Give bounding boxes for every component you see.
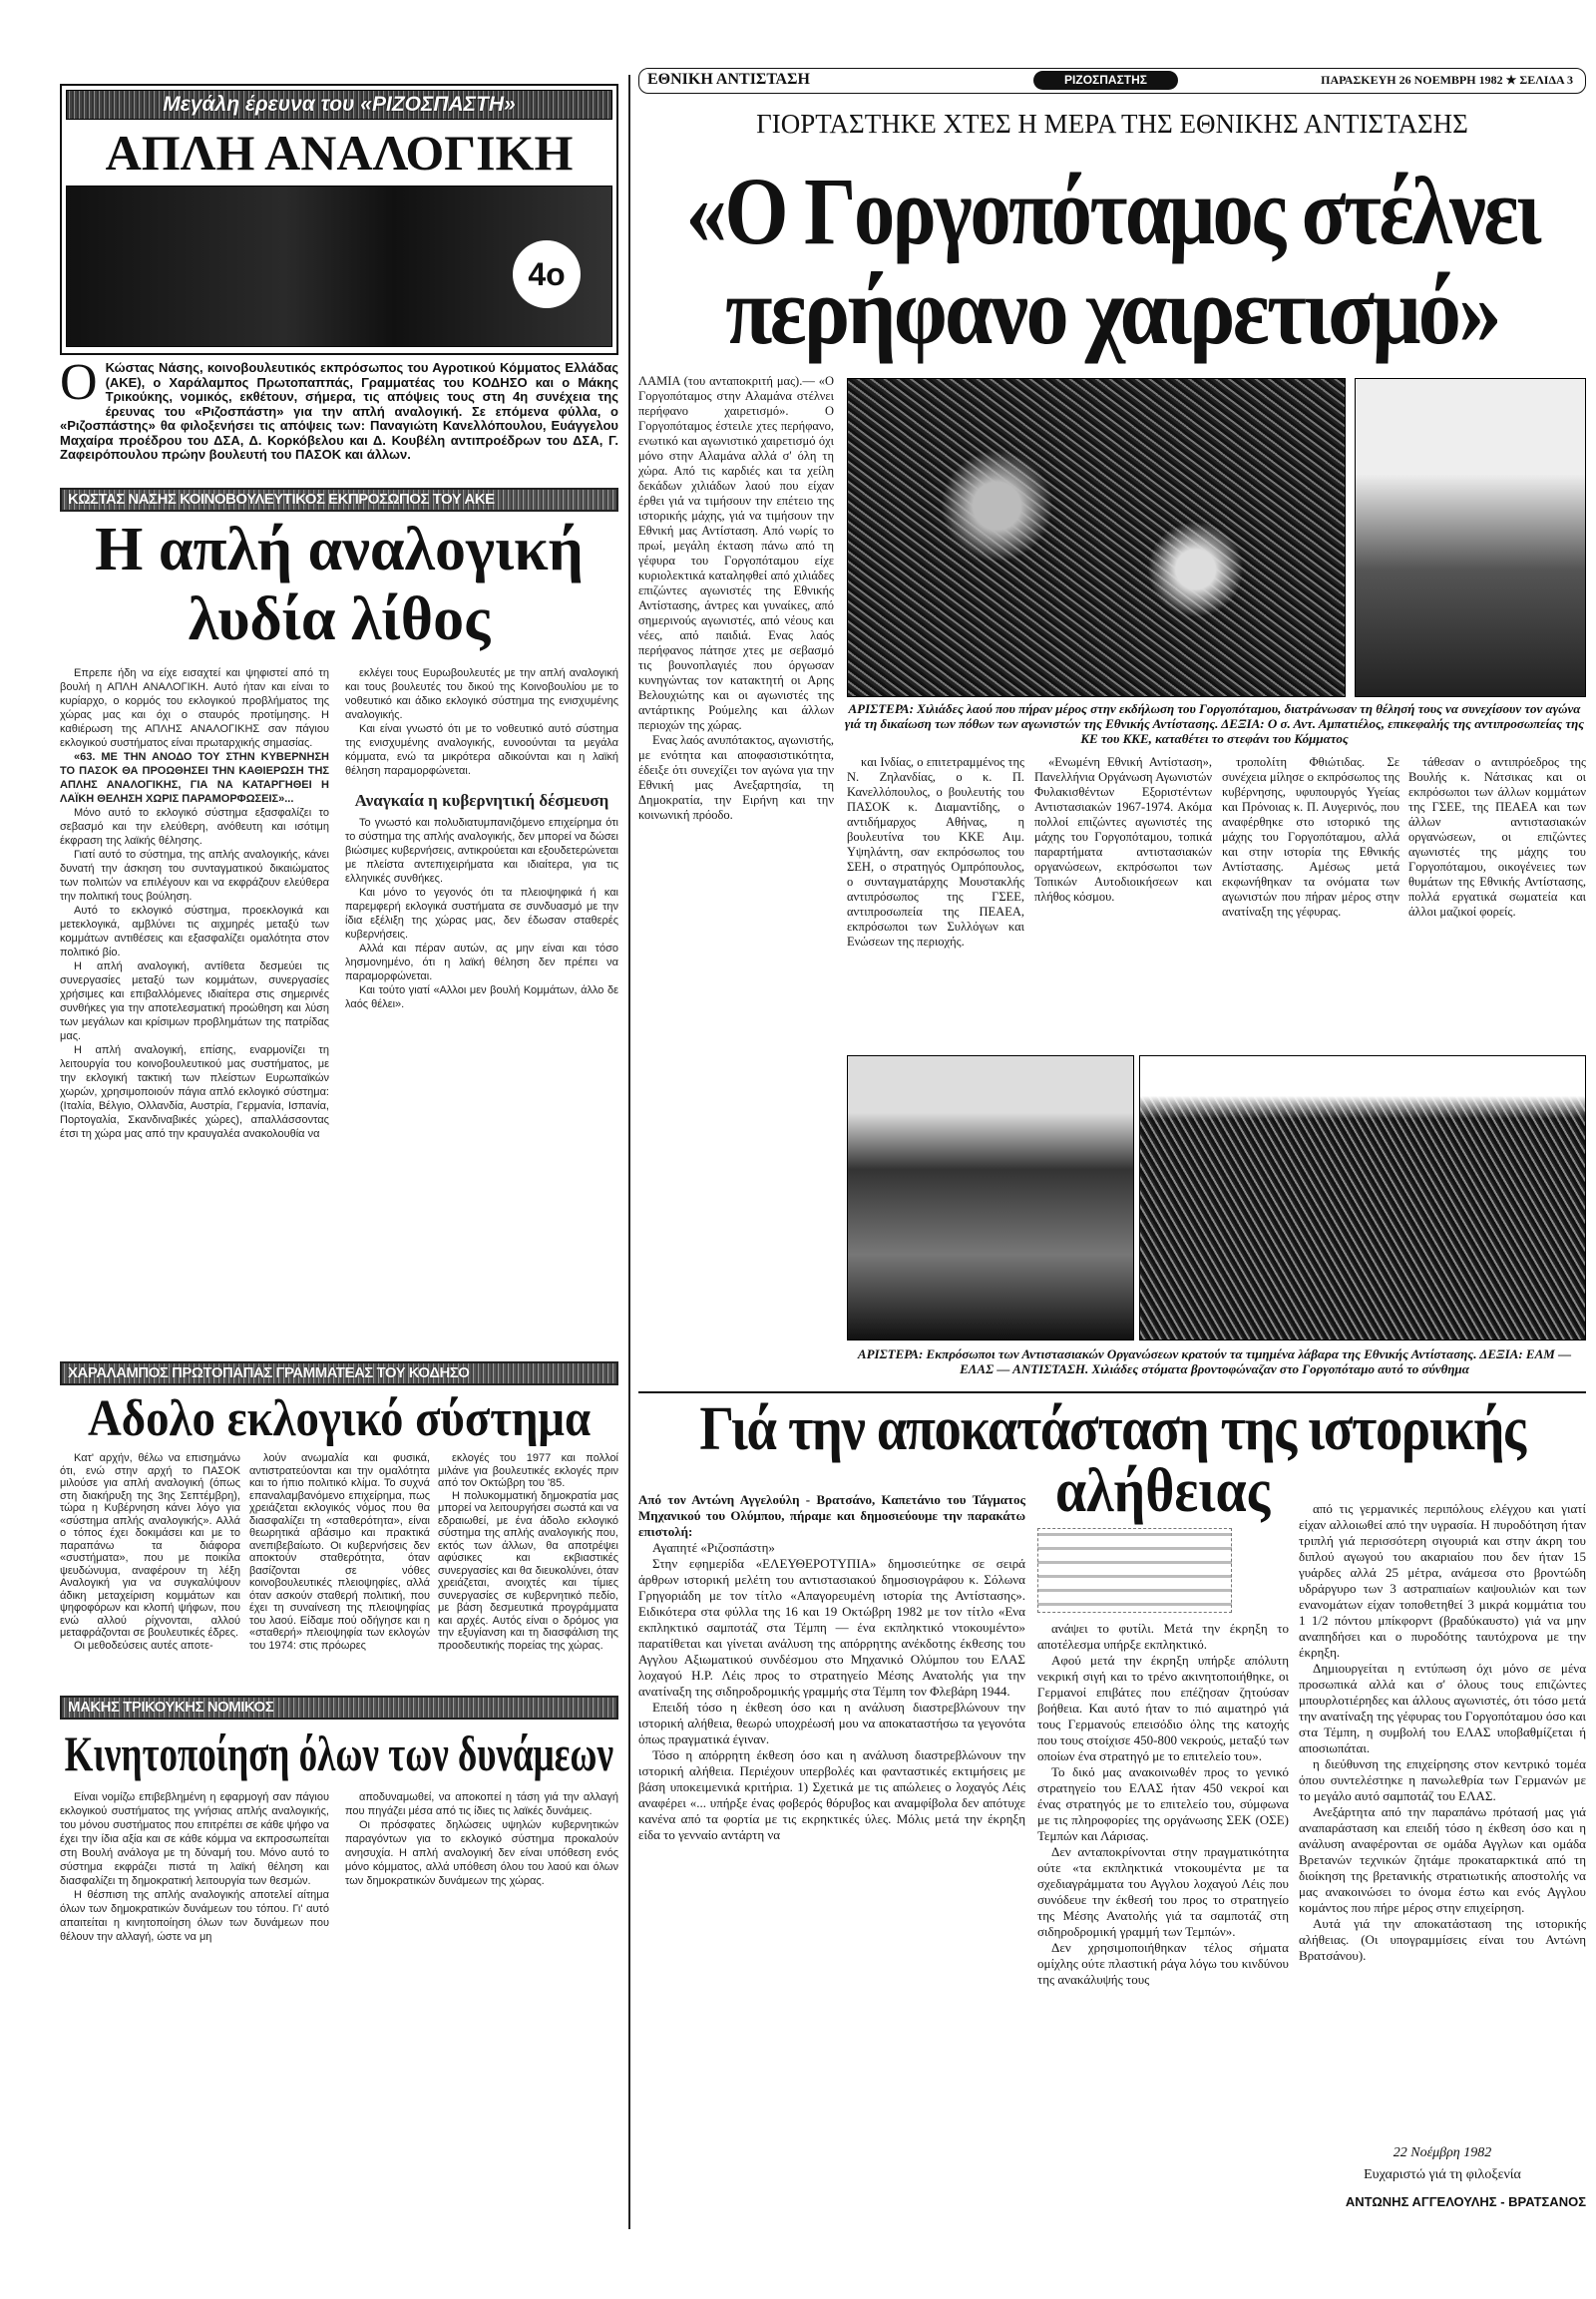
part-badge [513,240,581,308]
photo-caption-2: ΑΡΙΣΤΕΡΑ: Εκπρόσωποι των Αντιστασιακών Οργανώσεων κρατούν τα τιμημένα λάβαρα της Εθνικής Αντίστασης. ΔΕΞΙΑ: ΕΑΜ — ΕΛΑΣ — ΑΝΤΙΣΤΑΣΗ. Χιλιάδες στόματα βροντοφώναζαν στο Γοργοπόταμο αυτό το σύνθημα [857,1346,1572,1376]
survey-box [60,84,618,355]
masthead-pill: ΡΙΖΟΣΠΑΣΤΗΣ [1033,71,1178,90]
survey-intro-text: Κώστας Νάσης, κοινοβουλευτικός εκπρόσωπος του Αγροτικού Κόμματος Ελλάδας (ΑΚΕ), ο Χαράλαμπος Πρωτοπαππάς, Γραμματέας του ΚΟΔΗΣΟ και ο Μάκης Τρικούκης, νομικός, εκθέτουν, σήμερα, τις απόψεις τους στη 4η συνέχεια της έρευνας του «Ριζοσπάστη» για την απλή αναλογική. Σε επόμενα φύλλα, ο «Ριζοσπάστης» θα φιλοξενήσει τις απόψεις των: Παναγιώτη Κανελλόπουλου, Ευάγγελου Μαχαίρα προέδρου του ΔΣΑ, Δ. Κορκόβελου και Δ. Κουβέλη αντιπροέδρων του ΔΣΑ, Γ. Ζαφειρόπουλου πρώην βουλευτή του ΠΑΣΟΚ και άλλων. [60,360,618,462]
paragraph: Επειδή τόσο η έκθεση όσο και η ανάλυση διαστρεβλώνουν την ιστορική αλήθεια, θεωρώ υποχρέωσή μου να αποκαταστήσω τα γεγονότα όπως πραγματικά έγιναν. [638,1700,1025,1746]
letter-date: 22 Νοέμβρη 1982 [1393,2145,1492,2160]
paragraph: Αλλά και πέραν αυτών, ας μην είναι και τόσο λησμονημένο, ότι η λαϊκή θέληση δεν πρέπει να παραμορφώνεται. [345,943,618,982]
paragraph: εκλογές του 1977 και πολλοί μιλάνε για βουλευτικές εκλογές πριν από τον Οκτώβρη του '85. [438,1452,618,1489]
article1-headline-1 [60,515,618,584]
main-headline-2-text: περήφανο χαιρετισμό» [725,257,1499,364]
paragraph: Στην εφημερίδα «ΕΛΕΥΘΕΡΟΤΥΠΙΑ» δημοσιεύτηκε σε σειρά άρθρων ιστορική μελέτη του αντιστασιακού δημοσιογράφου κ. Σόλωνα Γρηγοριάδη με τον τίτλο «Απαγορευμένη ιστορία της Αντίστασης». Ειδικότερα στα φύλλα της 16 και 19 Οκτώβρη 1982 με τον τίτλο «Ενα εκπληκτικό σαμποτάζ στα Τέμπη — ένα εκπληκτικό ντοκουμέντο» παρατίθεται και γίνεται ανάλυση της απόρρητης ανέκδοτης έκθεσης του Αγγλου Αξιωματικού συνδέσμου στο Μηχανικό Ολύμπου του ΕΛΑΣ λοχαγού Η.Ρ. Λέις προς το στρατηγείο Μέσης Ανατολής για την ανατίναξη της σιδηροδρομικής γραμμής στα Τέμπη τον Φλεβάρη 1944. [638,1556,1025,1699]
paragraph: Οι πρόσφατες δηλώσεις υψηλών κυβερνητικών παραγόντων για το εκλογικό σύστημα προκαλούν ανησυχία. Η απλή αναλογική δεν είναι υπόθεση ενός μόνο κόμματος, αλλά υπόθεση όλου του λαού και όλων των δημοκρατικών δυνάμεων της χώρας. [345,1819,618,1887]
paragraph: Γιατί αυτό το σύστημα, της απλής αναλογικής, κάνει δυνατή την άσκηση του συνταγματικού δικαιώματος των πολιτών να επιλέγουν και να εκφράζουν ελεύθερα την πολιτική τους βούληση. [60,849,329,903]
article1-headline-2-text: λυδία λίθος [188,585,491,653]
photo-crowd-slogan [1139,1055,1586,1341]
article3-column-2 [345,1790,618,2219]
main-kicker [638,108,1586,140]
paragraph: Η πολυκομματική δημοκρατία μας μπορεί να λειτουργήσει σωστά και να εδραιωθεί, με ένα άδολο εκλογικό σύστημα της απλής αναλογικής που, εκτός των άλλων, θα αποτρέψει αφύσικες και εκβιαστικές συνεργασίες και θα διευκολύνει, όταν χρειάζεται, ανοιχτές και τίμιες συνεργασίες σε κυβερνητικό πεδίο, με βάση δεσμευτικά προγράμματα και αρχές. Αυτός είναι ο δρόμος για την εξυγίανση και τη διασφάλιση της προοδευτικής πορείας της χώρας. [438,1489,618,1652]
letter-intro: Από τον Αντώνη Αγγελούλη - Βρατσάνο, Καπετάνιο του Τάγματος Μηχανικού του Ολύμπου, πήραμε και δημοσιεύουμε την παρακάτω επιστολή: [638,1492,1025,1539]
main-headline-1-text: «Ο Γοργοπόταμος στέλνει [685,158,1539,264]
photo-crowd-gorgopotamos [847,378,1346,697]
paragraph: Και τούτο γιατί «Αλλοι μεν βουλή Κομμάτων, άλλο δε λαός θέλει». [345,984,618,1010]
article1-subhead: Αναγκαία η κυβερνητική δέσμευση [354,791,609,810]
letter-column-3 [1299,1501,1586,2139]
report-column-3 [1222,755,1399,1050]
dateline: ΠΑΡΑΣΚΕΥΗ 26 ΝΟΕΜΒΡΗ 1982 ★ ΣΕΛΙΔΑ 3 [1321,73,1573,87]
paragraph: τροπολίτη Φθιώτιδας. Σε συνέχεια μίλησε ο εκπρόσωπος της κυβέρνησης, υφυπουργός Υγείας και Πρόνοιας κ. Π. Αυγερινός, που αναφέρθηκε στο ιστορικό της μάχης του Γοργοπόταμου, αλλά και στην ιστορία της Εθνικής Αντίστασης. Αμέσως μετά εκφωνήθηκαν τα ονόματα των αγωνιστών που πήραν μέρος στην ανατίναξη της γέφυρας. [1222,755,1399,919]
report-column-1 [847,755,1024,1050]
paragraph: εκλέγει τους Ευρωβουλευτές με την απλή αναλογική και τους βουλευτές του δικού της Κοινοβουλίου με το νοθευτικό και άδικο εκλογικό σύστημα της ενισχυμένης αναλογικής. [345,667,618,721]
paragraph: τάθεσαν ο αντιπρόεδρος της Βουλής κ. Νάτσικας και οι εκπρόσωποι των άλλων κομμάτων της ΓΣΕΕ, της ΠΕΑΕΑ και των άλλων αντιστασιακών οργανώσεων, οι επιζώντες αγωνιστές της μάχης του Γοργοπόταμου, οικογένειες των θυμάτων της Εθνικής Αντίστασης, πολλά εργατικά σωματεία και άλλοι μαζικοί φορείς. [1408,755,1586,919]
paragraph: Η απλή αναλογική, επίσης, εναρμονίζει τη λειτουργία του κοινοβουλευτικού μας συστήματος, με την εκλογική τακτική των πλείστων Ευρωπαϊκών χωρών, χρησιμοποιούν πάγια απλό εκλογικό σύστημα: (Ιταλία, Βέλγιο, Ολλανδία, Αυστρία, Γερμανία, Ισπανία, Πορτογαλία, Σκανδιναβικές χώρες), απαλλάσσοντας έτσι τη χώρα μας από την κραυγαλέα ανακολουθία να [60,1044,329,1140]
paragraph: και Ινδίας, ο επιτετραμμένος της Ν. Ζηλανδίας, ο κ. Π. Κανελλόπουλος, ο βουλευτής του ΠΑΣΟΚ κ. Διαμαντίδης, ο αντιδήμαρχος Αθήνας, η βουλευτίνα του ΚΚΕ Αιμ. Υψηλάντη, σαν εκπρόσωπος του ΣΕΗ, ο στρατηγός Ομπρόπουλος, ο συνταγματάρχης Μουστακλής αντιπρόσωπος της ΓΣΕΕ, αντιπροσωπεία της ΠΕΑΕΑ, εκπρόσωποι των Συλλόγων και Ενώσεων της περιοχής. [847,755,1024,949]
article3-headline [60,1725,618,1781]
survey-title [62,126,616,180]
paragraph: αποδυναμωθεί, να αποκοπεί η τάση γιά την αλλαγή που πηγάζει μέσα από τις ίδιες τις λαϊκές δυνάμεις. [345,1791,618,1817]
paragraph: «63. ΜΕ ΤΗΝ ΑΝΟΔΟ ΤΟΥ ΣΤΗΝ ΚΥΒΕΡΝΗΣΗ ΤΟ ΠΑΣΟΚ ΘΑ ΠΡΟΩΘΗΣΕΙ ΤΗΝ ΚΑΘΙΕΡΩΣΗ ΤΗΣ ΑΠΛΗΣ ΑΝΑΛΟΓΙΚΗΣ, ΓΙΑ ΝΑ ΚΑΤΑΡΓΗΘΕΙ Η ΛΑΪΚΗ ΘΕΛΗΣΗ ΧΩΡΙΣ ΠΑΡΑΜΟΡΦΩΣΕΙΣ»... [60,751,329,805]
dropcap: Ο [60,354,98,411]
paragraph: Δεν ανταποκρίνονται στην πραγματικότητα ούτε «τα εκπληκτικά ντοκουμέντα με τα σχεδιαγράμματα του Αγγλου λοχαγού Λέις που συνόδευε την έκθεσή του προς το στρατηγείο της Μέσης Ανατολής γιά τα σαμποτάζ στη σιδηροδρομική γραμμή των Τεμπών». [1037,1844,1289,1939]
letter-signature: ΑΝΤΩΝΗΣ ΑΓΓΕΛΟΥΛΗΣ - ΒΡΑΤΣΑΝΟΣ [1345,2194,1586,2209]
paragraph: Αφού μετά την έκρηξη υπήρξε απόλυτη νεκρική σιγή και το τρένο ακινητοποιήθηκε, οι Γερμανοί επιβάτες που επέζησαν ζητούσαν βοήθεια. Και αυτό ήταν το πιό αιματηρό γιά τους Γερμανούς επεισόδιο όλης της κατοχής που τους στοίχισε 450-800 νεκρούς, μεταξύ των οποίων ένα στρατηγό με το επιτελείο του». [1037,1653,1289,1763]
paragraph: ΛΑΜΙΑ (του ανταποκριτή μας).— «Ο Γοργοπόταμος στην Αλαμάνα στέλνει περήφανο χαιρετισμό». Ο Γοργοπόταμος έστειλε χτες περήφανο, ενωτικό και αγωνιστικό χαιρετισμό όχι μόνο στην Αλαμάνα αλλά σ' όλη τη χώρα. Από τις καρδιές και τα χείλη δεκάδων χιλιάδων λαού που είχαν έρθει γιά να τιμήσουν την επέτειο της ιστορικής μάχης, γιά να τιμήσουν την Εθνική μας Αντίσταση. Από νωρίς το πρωί, μεγάλη έκταση πάνω από τη γέφυρα του Γοργοπόταμου είχε κυριολεκτικά καταληφθεί από χιλιάδες επιζώντες αγωνιστές της Εθνικής Αντίστασης, άντρες και γυναίκες, από σημερινούς αγωνιστές, από νέους και νέες, από παιδιά. Ενας λαός περήφανος πάτησε χτες με σεβασμό τις βουνοπλαγιές που όργωσαν κυνηγώντας τον κατακτητή οι Αρης Βελουχιώτης και οι αγωνιστές της αντάρτικης Ρούμελης και άλλων περιοχών της χώρας. [638,374,834,732]
photo-caption-1: ΑΡΙΣΤΕΡΑ: Χιλιάδες λαού που πήραν μέρος στην εκδήλωση του Γοργοπόταμου, διατράνωσαν τη θέλησή τους να συνεχίσουν τον αγώνα γιά τη δικαίωση των πόθων των αγωνιστών της Εθνικής Αντίστασης. ΔΕΞΙΑ: Ο σ. Αντ. Αμπατιέλος, επικεφαλής της αντιπροσωπείας της ΚΕ του ΚΚΕ, καταθέτει το στεφάνι του Κόμματος [844,701,1585,746]
paragraph: Αυτά γιά την αποκατάσταση της ιστορικής αλήθειας. (Οι υπογραμμίσεις είναι του Αντώνη Βρατσάνου). [1299,1916,1586,1963]
main-headline-1 [638,158,1586,264]
article2-author-strip: ΧΑΡΑΛΑΜΠΟΣ ΠΡΩΤΟΠΑΠΑΣ ΓΡΑΜΜΑΤΕΑΣ ΤΟΥ ΚΟΔΗΣΟ [60,1361,618,1385]
paragraph: Ενας λαός ανυπότακτος, αγωνιστής, με ενότητα και αποφασιστικότητα, έδειξε ότι συνεχίζει τον αγώνα για την Εθνική μας Ανεξαρτησία, τη Δημοκρατία, την Ειρήνη και την κοινωνική πρόοδο. [638,733,834,822]
article3-column-1 [60,1790,329,2219]
article1-column-2 [345,666,618,1344]
letter-column-1 [638,1492,1025,2225]
paragraph: Επρεπε ήδη να είχε εισαχτεί και ψηφιστεί από τη βουλή η ΑΠΛΗ ΑΝΑΛΟΓΙΚΗ. Αυτό ήταν και είναι το κυρίαρχο, ο κορμός του εκλογικού προβλήματος της χώρας μας και όχι ο σταυρός προτίμησης. Η καθιέρωση της ΑΠΛΗΣ ΑΝΑΛΟΓΙΚΗΣ σαν πάγιου εκλογικού συστήματος είναι πρωταρχικής σημασίας. [60,667,329,749]
survey-intro [60,354,618,463]
paragraph: «Ενωμένη Εθνική Αντίσταση», Πανελλήνια Οργάνωση Αγωνιστών Φυλακισθέντων Εξοριστέντων Αντιστασιακών 1967-1974. Ακόμα πολλοί επιζώντες αγωνιστές της μάχης του Γοργοπόταμου, τοπικά παραρτήματα αντιστασιακών οργανώσεων, εκπρόσωποι των Τοπικών Αυτοδιοικήσεων και πλήθος κόσμου. [1034,755,1212,904]
paragraph: ανάψει το φυτίλι. Μετά την έκρηξη το αποτέλεσμα υπήρξε εκπληκτικό. [1037,1621,1289,1652]
article1-headline-2 [60,584,618,654]
report-column-2 [1034,755,1212,1050]
photo-wreath-laying [1355,378,1586,697]
article3-author-strip: ΜΑΚΗΣ ΤΡΙΚΟΥΚΗΣ ΝΟΜΙΚΟΣ [60,1696,618,1720]
paragraph: Το γνωστό και πολυδιατυμπανιζόμενο επιχείρημα ότι το σύστημα της απλής αναλογικής, δεν μπορεί να δώσει βιώσιμες κυβερνήσεις, αντικρούεται και εξουδετερώνεται με πλείστα αντεπιχειρήματα και ιδιαίτερα, για τις ελληνικές συνθήκες. [345,817,618,885]
letter-headline-1 [638,1396,1586,1462]
paragraph: Μόνο αυτό το εκλογικό σύστημα εξασφαλίζει το σεβασμό και την ελεύθερη, ανόθευτη και ισότιμη έκφραση της λαϊκής θέλησης. [60,807,329,847]
paragraph: Δεν χρησιμοποιήθηκαν τέλος σήματα ομίχλης ούτε πλαστική ράγα λόγω του κινδύνου της ανακάλυψής τους [1037,1940,1289,1987]
article1-headline-1-text: Η απλή αναλογική [95,516,584,583]
main-headline-2 [638,257,1586,364]
paragraph: Τόσο η απόρρητη έκθεση όσο και η ανάλυση διαστρεβλώνουν την ιστορική αλήθεια. Περιέχουν υπερβολές και φανταστικές εκτιμήσεις με βάση υποκειμενικά κριτήρια. 1) Σχετικά με τις απώλειες ο λοχαγός Λέις αναφέρει «... υπήρξε ένας φοβερός θόρυβος και αναμφίβολα δεν απότυχε κανένα από τα φορτία με τις εκρηκτικές ύλες. Μόλις μετά την έκρηξη είδα το γενναίο αντάρτη να [638,1747,1025,1842]
section-rule [638,1391,1586,1393]
survey-title-text: ΑΠΛΗ ΑΝΑΛΟΓΙΚΗ [105,125,574,181]
article1-author-strip: ΚΩΣΤΑΣ ΝΑΣΗΣ ΚΟΙΝΟΒΟΥΛΕΥΤΙΚΟΣ ΕΚΠΡΟΣΩΠΟΣ ΤΟΥ ΑΚΕ [60,488,618,512]
paragraph: Αυτό το εκλογικό σύστημα, προεκλογικά και μετεκλογικά, αμβλύνει τις αιχμηρές μεταξύ των κομμάτων αντιθέσεις και εξασφαλίζει ομαλότητα στον πολιτικό βίο. [60,905,329,958]
paragraph: Κατ' αρχήν, θέλω να επισημάνω ότι, ενώ στην αρχή το ΠΑΣΟΚ μιλούσε για απλή αναλογική (όπως στη διακήρυξη της 3ης Σεπτέμβρη), τώρα η Κυβέρνηση κάνει λόγο για «σύστημα απλής αναλογικής». Αλλά ο τόπος έχει δοκιμάσει και με το παραπάνω τα διάφορα «συστήματα», που με ποικίλα ψευδώνυμα, αναφέρουν τη λέξη Αναλογική για να συγκαλύψουν άδικη μεταχείριση κομμάτων και ψηφοφόρων και κλοπή ψήφων, που ενώ αλλού ρίχνονται, αλλού μεταφράζονται σε βουλευτικές έδρες. [60,1452,240,1639]
page-header-bar [638,68,1586,94]
article2-column-2 [249,1452,430,1690]
report-column-4 [1408,755,1586,1050]
paragraph: Οι μεθοδεύσεις αυτές αποτε- [74,1639,213,1652]
photo-resistance-banners [847,1055,1134,1341]
article2-headline-text: Αδολο εκλογικό σύστημα [87,1390,592,1447]
main-kicker-text: ΓΙΟΡΤΑΣΤΗΚΕ ΧΤΕΣ Η ΜΕΡΑ ΤΗΣ ΕΘΝΙΚΗΣ ΑΝΤΙΣΤΑΣΗΣ [756,109,1468,139]
article2-column-3 [438,1452,618,1690]
letter-salutation: Αγαπητέ «Ριζοσπάστη» [652,1540,775,1555]
article1-column-1 [60,666,329,1344]
paragraph: Και μόνο το γεγονός ότι τα πλειοψηφικά ή και παρεμφερή εκλογικά συστήματα σε συνδυασμό με την ίδια εξέλιξη της χώρας μας, δεν έδωσαν σταθερές κυβερνήσεις. [345,887,618,941]
paragraph: η διεύθυνση της επιχείρησης στον κεντρικό τομέα όπου συντελέστηκε η πανωλεθρία των Γερμανών με το μεγάλο αυτό σαμποτάζ του ΕΛΑΣ. [1299,1756,1586,1803]
letter-headline-2 [1033,1457,1293,1525]
paragraph: Ανεξάρτητα από την παραπάνω πρότασή μας γιά αναπαράσταση και επειδή τόσο η έκθεση όσο και η ανάλυση αναφέρονται σε ομάδα Αγγλων και ομάδα Βρετανών τεχνικών ζητάμε προκαταρκτικά από τη διοίκηση της βρετανικής στρατιωτικής αποστολής να μας ανακοινώσει το όνομα έστω και ενός Αγγλου κομάντος που πήρε μέρος στην επιχείρηση. [1299,1804,1586,1915]
paragraph: Δημιουργείται η εντύπωση όχι μόνο σε μένα προσωπικά αλλά και σ' όλους τους επιζώντες μπουρλοτιέρηδες και άλλους αγωνιστές, ότι τόσο μετά την ανατίναξη της γέφυρας του Γοργοπόταμου όσο και στα Τέμπη, η συμβολή του ΕΛΑΣ υποβαθμίζεται ή αποσιωπάται. [1299,1661,1586,1755]
paragraph: από τις γερμανικές περιπόλους ελέγχου και γιατί είχαν αλλοιωθεί από την υγρασία. Η πυροδότηση ήταν τριπλή γιά περισσότερη σιγουριά και στην άκρη του διπλού αγωγού του ακαριαίου που δεν ήταν 15 γυάρδες αλλά 25 μέτρα, ανάμεσα στο βροντώδη υδράργυρο των 3 αστραπιαίων καψουλιών και των ενανομάτων είχαν τοποθετηθεί 3 μικρά κομμάτια του 1 1/2 πόντου μπίκφορντ (βραδύκαυστο) γιά να μην αναπηδήσει και ο πυροδότης ταυτόχρονα με την έκρηξη. [1299,1501,1586,1660]
section-label: ΕΘΝΙΚΗ ΑΝΤΙΣΤΑΣΗ [647,71,810,88]
letter-headline-2-text: αλήθειας [1055,1457,1271,1525]
article3-headline-text: Κινητοποίηση όλων των δυνάμεων [64,1725,614,1781]
newspaper-clipping-image [1037,1528,1232,1613]
letter-headline-1-text: Γιά την αποκατάσταση της ιστορικής [699,1395,1525,1463]
survey-banner-text: Μεγάλη έρευνα του «ΡΙΖΟΣΠΑΣΤΗ» [163,93,516,116]
article2-column-1 [60,1452,240,1690]
lamia-report-column [638,374,834,1327]
paragraph: Και είναι γνωστό ότι με το νοθευτικό αυτό σύστημα της ενισχυμένης αναλογικής, ευνοούνται τα μεγάλα κόμματα, ενώ τα μικρότερα αδικούνται και η λαϊκή θέληση παραμορφώνεται. [345,723,618,777]
paragraph: Η θέσπιση της απλής αναλογικής αποτελεί αίτημα όλων των δημοκρατικών δυνάμεων του τόπου. Γι' αυτό απαιτείται η κινητοποίηση όλων των δυνάμεων που θέλουν την αλλαγή, ώστε να μη [60,1889,329,1943]
column-divider [628,75,630,2229]
letter-column-2 [1037,1621,1289,2225]
paragraph: λούν ανωμαλία και φυσικά, αντιστρατεύονται και την ομαλότητα και το ήπιο πολιτικό κλίμα. Το συχνά επαναλαμβανόμενο επιχείρημα, πως χρειάζεται εκλογικός νόμος που θα διασφαλίζει τη «σταθερότητα», είναι θεωρητικά αβάσιμο και πρακτικά ανεπιβεβαίωτο. Οι κυβερνήσεις δεν αποκτούν σταθερότητα, όταν βασίζονται σε νόθες κοινοβουλευτικές πλειοψηφίες, αλλά όταν ασκούν σταθερή πολιτική, που έχει τη συναίνεση της πλειοψηφίας του λαού. Είδαμε πού οδήγησε και η «σταθερή» πλειοψηφία των εκλογών του 1974: στις πρόωρες [249,1452,430,1652]
article2-headline [60,1390,618,1448]
letter-thanks: Ευχαριστώ γιά τη φιλοξενία [1364,2167,1521,2182]
paragraph: Το δικό μας ανακοινωθέν προς το γενικό στρατηγείο του ΕΛΑΣ ήταν 450 νεκροί και ένας στρατηγός με το επιτελείο του, σύμφωνα με τις πληροφορίες της οργάνωσης ΣΕΚ (ΟΣΕ) Τεμπών και Λάρισας. [1037,1764,1289,1843]
part-badge-number: 4ο [528,256,566,292]
paragraph: Είναι νομίζω επιβεβλημένη η εφαρμογή σαν πάγιου εκλογικού συστήματος της γνήσιας απλής αναλογικής, του μόνου συστήματος που επιτρέπει σε κάθε ψήφο να έχει την ίδια αξία και σε κάθε κόμμα να εκπροσωπείται στη Βουλή ανάλογα με τη δύναμή του. Μόνο αυτό το σύστημα εκφράζει πιστά τη λαϊκή θέληση και διασφαλίζει τη δημοκρατική λειτουργία των θεσμών. [60,1791,329,1887]
survey-banner [66,90,612,120]
paragraph: Η απλή αναλογική, αντίθετα δεσμεύει τις συνεργασίες μεταξύ των κομμάτων, συνεργασίες χρήσιμες και επιβαλλόμενες ιδιαίτερα στις σημερινές συνθήκες για την αποτελεσματική προώθηση και λύση των μεγάλων και κρίσιμων προβλημάτων της πατρίδας μας. [60,960,329,1042]
